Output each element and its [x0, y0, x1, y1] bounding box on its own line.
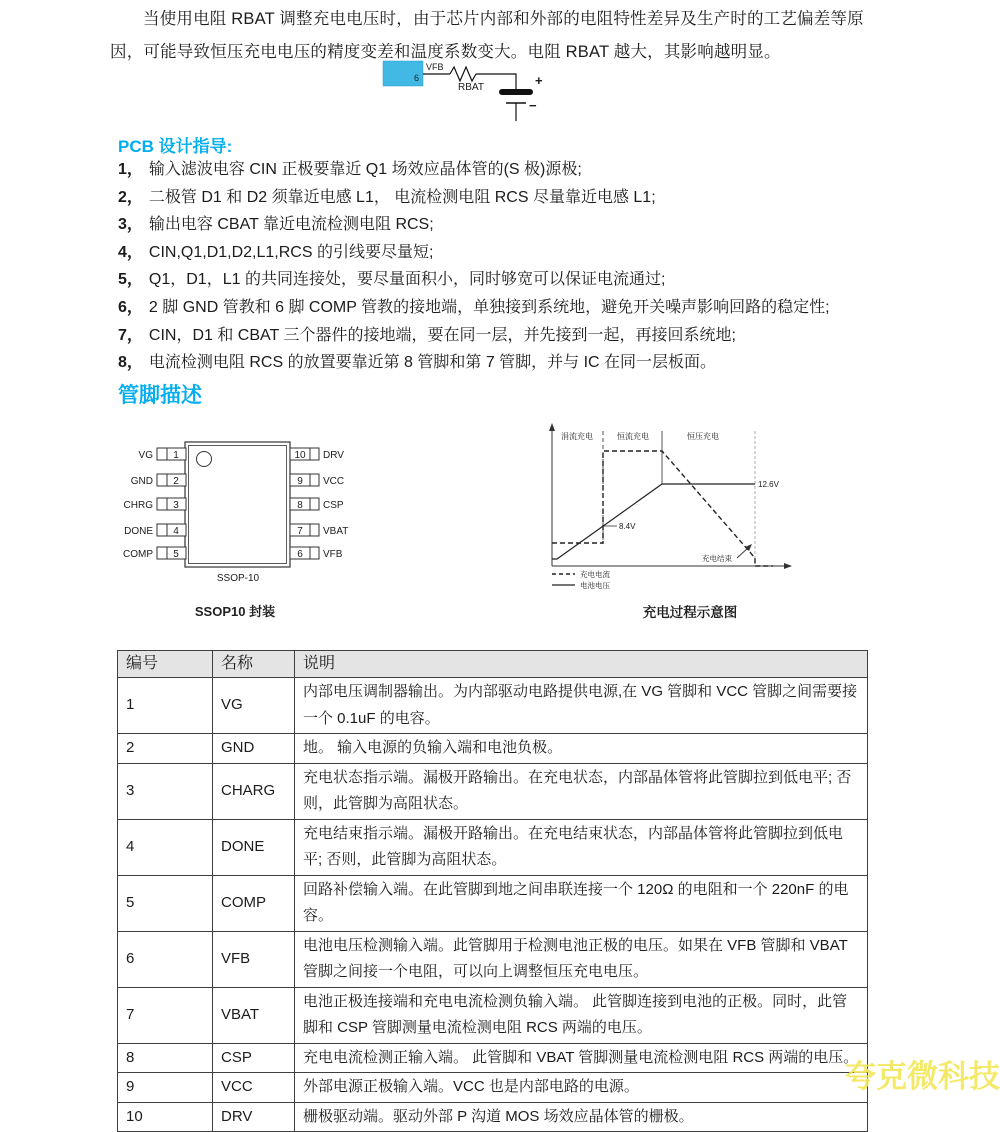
- legend-current-label: 充电电流: [580, 570, 610, 579]
- charge-process-figure: [545, 420, 805, 594]
- pcb-guide-item: [118, 239, 830, 267]
- pin-desc: 内部电压调制器输出。为内部驱动电路提供电源,在 VG 管脚和 VCC 管脚之间需要接一个 0.1uF 的电容。: [295, 678, 868, 734]
- intro-paragraph: 当使用电阻 RBAT 调整充电电压时，由于芯片内部和外部的电阻特性差异及生产时的工艺偏差等原因，可能导致恒压充电电压的精度变差和温度系数变大。电阻 RBAT 越大，其影响越明显。: [110, 10, 864, 61]
- pin-desc: 充电结束指示端。漏极开路输出。在充电结束状态，内部晶体管将此管脚拉到低电平; 否则，此管脚为高阻状态。: [295, 819, 868, 875]
- pin-name: DONE: [124, 526, 153, 537]
- pcb-guide-item: [118, 349, 830, 377]
- pin-name: CSP: [213, 1043, 295, 1073]
- y-axis-arrow: [549, 423, 555, 431]
- pin-section-heading: 管脚描述: [118, 384, 202, 407]
- table-row: [118, 678, 868, 734]
- phase-label-cv: 恒压充电: [687, 432, 719, 441]
- pin-name: VFB: [323, 549, 343, 560]
- item-number: 3，: [118, 216, 143, 234]
- pin-no: 9: [118, 1073, 213, 1103]
- item-text: 输出电容 CBAT 靠近电流检测电阻 RCS;: [148, 216, 434, 234]
- pin-name: CSP: [323, 500, 344, 511]
- battery-positive-plate: [499, 89, 533, 95]
- pin-name: DRV: [213, 1102, 295, 1132]
- header-name: 名称: [213, 651, 295, 678]
- table-row: [118, 734, 868, 764]
- right-pins: [290, 448, 348, 560]
- pin-desc: 外部电源正极输入端。VCC 也是内部电路的电源。: [295, 1073, 868, 1103]
- table-row: [118, 763, 868, 819]
- pin-name: GND: [213, 734, 295, 764]
- pin-desc: 地。 输入电源的负输入端和电池负极。: [295, 734, 868, 764]
- item-text: 电流检测电阻 RCS 的放置要靠近第 8 管脚和第 7 管脚，并与 IC 在同一层板面。: [148, 354, 717, 372]
- pin-desc: 栅极驱动端。驱动外部 P 沟道 MOS 场效应晶体管的栅极。: [295, 1102, 868, 1132]
- legend-voltage-label: 电池电压: [580, 581, 610, 590]
- pin-desc: 电池正极连接端和充电电流检测负输入端。 此管脚连接到电池的正极。同时，此管脚和 CSP 管脚测量电流检测电阻 RCS 两端的电压。: [295, 987, 868, 1043]
- watermark: 夸克微科技: [845, 1059, 1000, 1094]
- net-label: VFB: [426, 62, 444, 72]
- pin-number: 7: [297, 526, 303, 537]
- header-number: 编号: [118, 651, 213, 678]
- pin-name: VCC: [213, 1073, 295, 1103]
- pin-name: GND: [130, 476, 153, 487]
- vfb-rbat-circuit-figure: [375, 53, 605, 131]
- pin-number: 9: [297, 476, 303, 487]
- pin-number: 8: [297, 500, 303, 511]
- pin-number: 6: [297, 549, 303, 560]
- pin-number: 3: [173, 500, 179, 511]
- chip-body-outer: [185, 442, 290, 567]
- item-number: 2，: [118, 188, 143, 206]
- pin-name: VFB: [213, 931, 295, 987]
- pin-name: CHARG: [213, 763, 295, 819]
- table-row: [118, 1073, 868, 1103]
- pin-desc: 电池电压检测输入端。此管脚用于检测电池正极的电压。如果在 VFB 管脚和 VBAT 管脚之间接一个电阻，可以向上调整恒压充电电压。: [295, 931, 868, 987]
- ic-pin-number: 6: [413, 73, 419, 83]
- item-number: 1，: [118, 161, 143, 178]
- resistor-label: RBAT: [458, 82, 484, 93]
- left-pins: [123, 448, 186, 560]
- item-number: 7，: [118, 326, 143, 344]
- pcb-guide-item: [118, 156, 830, 184]
- pin-no: 1: [118, 678, 213, 734]
- pin-name: DONE: [213, 819, 295, 875]
- phase-label-trickle: 涓流充电: [561, 432, 593, 441]
- item-text: Q1，D1，L1 的共同连接处，要尽量面积小，同时够宽可以保证电流通过;: [148, 271, 666, 289]
- pcb-guide-item: [118, 211, 830, 239]
- pcb-guide-item: [118, 266, 830, 294]
- pin-desc: 充电电流检测正输入端。 此管脚和 VBAT 管脚测量电流检测电阻 RCS 两端的电压。: [295, 1043, 868, 1073]
- pcb-guide-heading: PCB 设计指导:: [118, 137, 233, 156]
- item-number: 6，: [118, 298, 143, 316]
- item-text: 输入滤波电容 CIN 正极要靠近 Q1 场效应晶体管的(S 极)源极;: [148, 161, 582, 178]
- x-axis-arrow: [784, 563, 792, 569]
- pin-no: 4: [118, 819, 213, 875]
- pin-number: 5: [173, 549, 179, 560]
- pin-name: CHRG: [123, 500, 153, 511]
- charge-end-label: 充电结束: [702, 554, 732, 563]
- item-text: 2 脚 GND 管教和 6 脚 COMP 管教的接地端，单独接到系统地，避免开关噪声影响回路的稳定性;: [148, 298, 830, 316]
- pin-name: VBAT: [323, 526, 349, 537]
- pin-desc: 充电状态指示端。漏极开路输出。在充电状态，内部晶体管将此管脚拉到低电平; 否则，此管脚为高阻状态。: [295, 763, 868, 819]
- table-row: [118, 1102, 868, 1132]
- battery-voltage-curve: [552, 484, 755, 559]
- pin-desc: 回路补偿输入端。在此管脚到地之间串联连接一个 120Ω 的电阻和一个 220nF 的电容。: [295, 875, 868, 931]
- table-row: [118, 1043, 868, 1073]
- pin-name: VG: [138, 450, 153, 461]
- pin-no: 8: [118, 1043, 213, 1073]
- pin-number: 1: [173, 450, 179, 461]
- item-number: 8，: [118, 354, 143, 372]
- minus-sign: −: [529, 98, 537, 113]
- package-caption: SSOP10 封装: [194, 604, 276, 619]
- item-number: 5，: [118, 271, 143, 289]
- item-text: 二极管 D1 和 D2 须靠近电感 L1， 电流检测电阻 RCS 尽量靠近电感 L1;: [148, 188, 656, 206]
- pin-name: VCC: [323, 476, 345, 487]
- pin-no: 6: [118, 931, 213, 987]
- pin-name: VBAT: [213, 987, 295, 1043]
- table-header-row: [118, 651, 868, 678]
- pcb-guide-item: [118, 184, 830, 212]
- table-row: [118, 987, 868, 1043]
- pin-number: 10: [294, 450, 306, 461]
- pin-name: DRV: [323, 450, 344, 461]
- pin-number: 2: [173, 476, 179, 487]
- pin-name: COMP: [123, 549, 153, 560]
- pcb-guide-item: [118, 322, 830, 350]
- charge-figure-caption: 充电过程示意图: [642, 605, 738, 620]
- table-row: [118, 875, 868, 931]
- pin-description-table: [117, 650, 868, 1132]
- plus-sign: +: [535, 73, 543, 88]
- resistor-symbol: [450, 67, 476, 81]
- item-number: 4，: [118, 243, 143, 261]
- pin-name: VG: [213, 678, 295, 734]
- pin-number: 4: [173, 526, 179, 537]
- item-text: CIN,Q1,D1,D2,L1,RCS 的引线要尽量短;: [148, 243, 434, 261]
- table-row: [118, 931, 868, 987]
- pin-no: 10: [118, 1102, 213, 1132]
- pin-name: COMP: [213, 875, 295, 931]
- table-row: [118, 819, 868, 875]
- pin-no: 5: [118, 875, 213, 931]
- pcb-guide-list: [118, 156, 830, 377]
- item-text: CIN，D1 和 CBAT 三个器件的接地端，要在同一层，并先接到一起，再接回系统地;: [148, 326, 736, 344]
- package-type-label: SSOP-10: [216, 573, 260, 584]
- pin-no: 7: [118, 987, 213, 1043]
- pin-no: 3: [118, 763, 213, 819]
- pcb-guide-item: [118, 294, 830, 322]
- phase-label-cc: 恒流充电: [617, 432, 649, 441]
- cv-voltage-label: 12.6V: [758, 480, 779, 489]
- ssop10-package-figure: [110, 437, 410, 587]
- pin-no: 2: [118, 734, 213, 764]
- precharge-voltage-label: 8.4V: [619, 522, 636, 531]
- header-description: 说明: [295, 651, 868, 678]
